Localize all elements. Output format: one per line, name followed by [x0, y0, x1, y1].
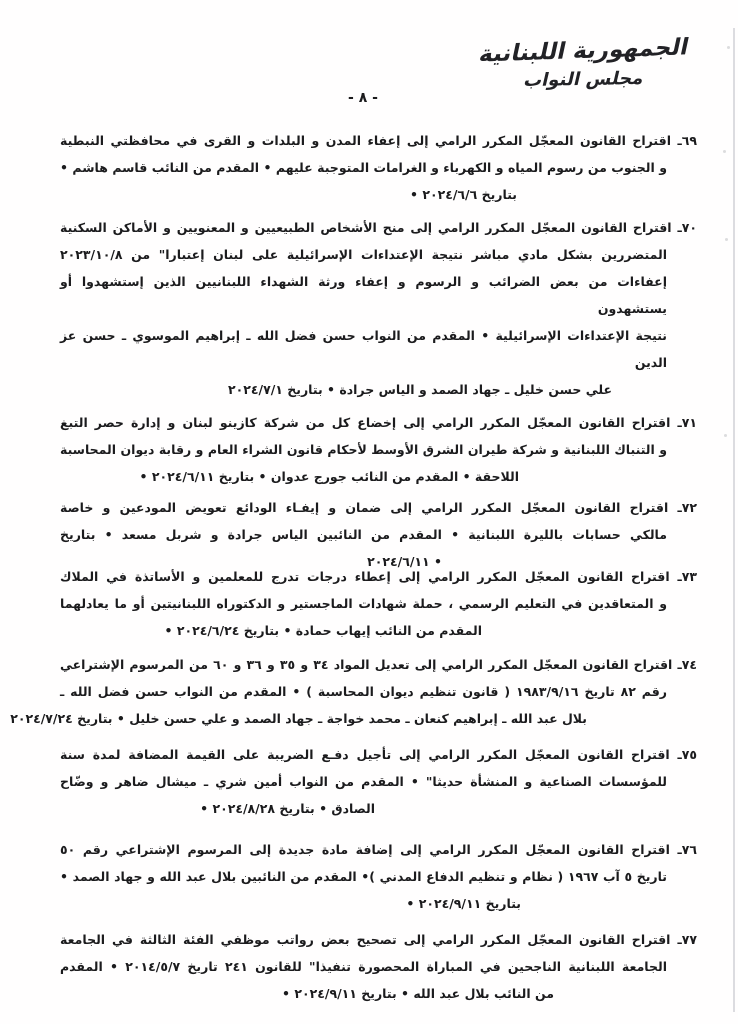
council-title-calligraphy: مجلس النواب [521, 67, 647, 92]
proposal-line-first: ٧٥ـ اقتراح القانون المعجّل المكرر الرامي إلى تأجيل دفـع الضريبة على القيمة المضافة لمدة سنة [60, 747, 697, 762]
law-proposal-item [60, 409, 697, 490]
scan-speck [727, 46, 730, 49]
proposal-line: و الجنوب من رسوم المياه و الكهرباء و الغرامات المتوجبة عليهم • المقدم من النائب قاسم هاشم • [60, 160, 667, 175]
law-proposal-item [60, 563, 697, 644]
law-proposals-list [10, 127, 697, 1007]
proposal-line: المقدم من النائب إيهاب حمادة • بتاريخ ٢٠٢٤/٦/٢٤ • [164, 623, 482, 638]
proposal-line: الصادق • بتاريخ ٢٠٢٤/٨/٢٨ • [200, 801, 375, 816]
proposal-line: تاريخ ٥ آب ١٩٦٧ ( نظام و تنظيم الدفاع المدني )• المقدم من النائبين بلال عبد الله و جهاد الصمد • [60, 869, 667, 884]
proposal-line: إعفاءات من بعض الضرائب و الرسوم و إعفاء ورثة الشهداء اللبنانيين الذين إستشهدوا أو يستشهدون [60, 274, 667, 316]
law-proposal-item [10, 651, 697, 732]
proposal-line: مالكي حسابات بالليرة اللبنانية • المقدم من النائبين الياس جرادة و شربل مسعد • بتاريخ [60, 527, 667, 542]
law-proposal-item [60, 127, 697, 208]
proposal-line-first: ٧٤ـ اقتراح القانون المعجّل المكرر الرامي إلى تعديل المواد ٣٤ و ٣٥ و ٣٦ و ٦٠ من المرسوم الإشتراعي [60, 657, 697, 672]
proposal-line-first: ٧٧ـ اقتراح القانون المعجّل المكرر الرامي إلى تصحيح بعض رواتب موظفي الفئة الثالثة في الجامعة [60, 932, 697, 947]
proposal-line: و التنباك اللبنانية و شركة طيران الشرق الأوسط لأحكام قانون الشراء العام و رقابة ديوان المحاسبة [60, 442, 667, 457]
proposal-line: اللاحقة • المقدم من النائب جورج عدوان • بتاريخ ٢٠٢٤/٦/١١ • [139, 469, 519, 484]
law-proposal-item [60, 926, 697, 1007]
scan-speck [723, 150, 726, 153]
proposal-line-first: ٧١ـ اقتراح القانون المعجّل المكرر الرامي إلى إخضاع كل من شركة كازينو لبنان و إدارة حصر التبغ [60, 415, 697, 430]
republic-title-calligraphy: الجمهورية اللبنانية [476, 34, 692, 68]
proposal-line: بتاريخ ٢٠٢٤/٦/٦ • [409, 187, 517, 202]
law-proposal-item [60, 214, 697, 403]
proposal-line: المتضررين بشكل مادي مباشر نتيجة الإعتداءات الإسرائيلية على لبنان إعتبارا" من ٢٠٢٣/١٠/٨ [60, 247, 667, 262]
scan-speck [725, 238, 728, 241]
law-proposal-item [60, 741, 697, 822]
scan-speck [724, 434, 727, 437]
proposal-line-first: ٧٠ـ اقتراح القانون المعجّل المكرر الرامي إلى منح الأشخاص الطبيعيين و المعنويين و الأماكن السكنية [60, 220, 697, 235]
proposal-line-first: ٦٩ـ اقتراح القانون المعجّل المكرر الرامي إلى إعفاء المدن و البلدات و القرى في محافظتي النبطية [60, 133, 697, 148]
proposal-line: علي حسن خليل ـ جهاد الصمد و الياس جرادة • بتاريخ ٢٠٢٤/٧/١ [228, 382, 612, 397]
proposal-line: ٢٠٢٤/٦/١١ • [367, 554, 442, 569]
proposal-line: نتيجة الإعتداءات الإسرائيلية • المقدم من النواب حسن فضل الله ـ إبراهيم الموسوي ـ حسن عز الدين [60, 328, 667, 370]
proposal-line-first: ٧٣ـ اقتراح القانون المعجّل المكرر الرامي إلى إعطاء درجات تدرج للمعلمين و الأساتذة في الملاك [60, 569, 697, 584]
page-number: - ٨ - [348, 90, 378, 106]
law-proposal-item [60, 836, 697, 917]
proposal-line-first: ٧٦ـ اقتراح القانون المعجّل المكرر الرامي إلى إضافة مادة جديدة إلى المرسوم الإشتراعي رقم ٥٠ [60, 842, 697, 857]
proposal-line-first: ٧٢ـ اقتراح القانون المعجّل المكرر الرامي إلى ضمان و إيفـاء الودائع تعويض المودعين و خاصة [60, 500, 697, 515]
proposal-line: و المتعاقدين في التعليم الرسمي ، حملة شهادات الماجستير و الدكتوراه اللبنانيتين أو ما يعادلهما [60, 596, 667, 611]
lebanese-republic-letterhead [474, 34, 694, 92]
proposal-line: رقم ٨٢ تاريخ ١٩٨٣/٩/١٦ ( قانون تنظيم ديوان المحاسبة ) • المقدم من النواب حسن فضل الله ـ [60, 684, 667, 699]
proposal-line: الجامعة اللبنانية الناجحين في المباراة المحصورة تنفيذا" للقانون ٢٤١ تاريخ ٢٠١٤/٥/٧ • المقدم [60, 959, 667, 974]
proposal-line: بتاريخ ٢٠٢٤/٩/١١ • [406, 896, 521, 911]
proposal-line: من النائب بلال عبد الله • بتاريخ ٢٠٢٤/٩/١١ • [282, 986, 554, 1001]
scanner-edge-artifact [733, 28, 735, 1012]
proposal-line: للمؤسسات الصناعية و المنشأة حديثا" • المقدم من النواب أمين شري ـ ميشال ضاهر و وضّاح [60, 774, 667, 789]
proposal-line: بلال عبد الله ـ إبراهيم كنعان ـ محمد خواجة ـ جهاد الصمد و علي حسن خليل • بتاريخ ٢٠٢٤/٧/٢٤ [10, 711, 587, 726]
